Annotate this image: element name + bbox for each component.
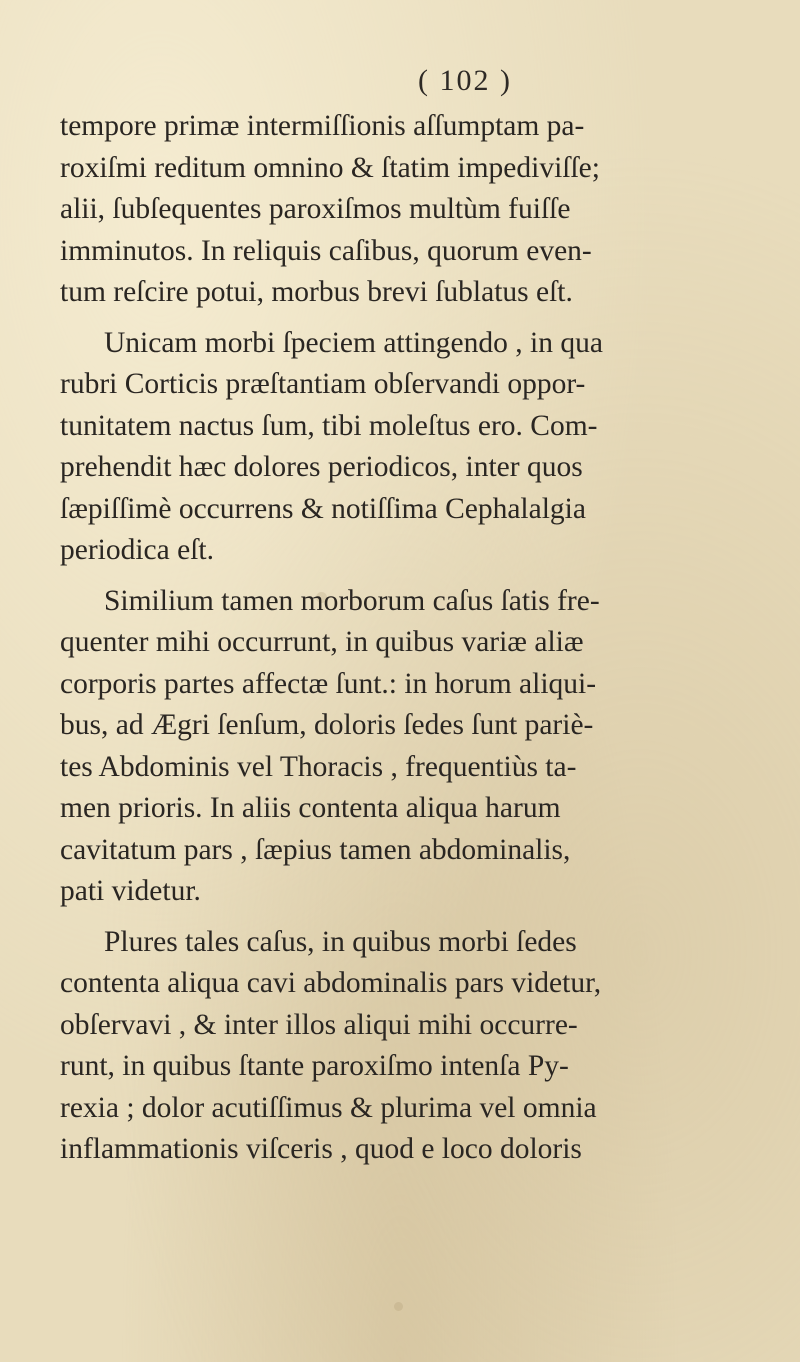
text-line: corporis partes affectæ ſunt.: in horum aliqui- — [60, 667, 597, 700]
text-line: inflammationis viſceris , quod e loco doloris — [60, 1133, 582, 1165]
text-line: men prioris. In aliis contenta aliqua harum — [60, 792, 561, 824]
page-number: ( 102 ) — [418, 64, 512, 97]
text-line: Similium tamen morborum caſus ſatis fre- — [104, 584, 600, 617]
paper-stain — [394, 1302, 403, 1311]
text-line: tum reſcire potui, morbus brevi ſublatus eſt. — [60, 276, 573, 308]
text-line: tes Abdominis vel Thoracis , frequentiùs ta- — [60, 750, 577, 783]
text-line: tempore primæ intermiſſionis aſſumptam pa- — [60, 110, 585, 142]
text-line: periodica eſt. — [60, 534, 214, 566]
paragraph-4 — [60, 922, 780, 1171]
text-line: runt, in quibus ſtante paroxiſmo intenſa Py- — [60, 1050, 569, 1082]
text-line: bus, ad Ægri ſenſum, doloris ſedes ſunt pariè- — [60, 709, 594, 741]
text-line: alii, ſubſequentes paroxiſmos multùm fuiſſe — [60, 193, 571, 225]
body-text — [60, 106, 780, 1180]
text-line: imminutos. In reliquis caſibus, quorum even- — [60, 234, 592, 267]
paragraph-2 — [60, 323, 780, 572]
text-line: rubri Corticis præſtantiam obſervandi oppor- — [60, 368, 586, 400]
text-line: cavitatum pars , ſæpius tamen abdominalis, — [60, 833, 571, 866]
text-line: Plures tales caſus, in quibus morbi ſedes — [104, 925, 577, 958]
text-line: pati videtur. — [60, 875, 201, 907]
text-line: rexia ; dolor acutiſſimus & plurima vel omnia — [60, 1091, 597, 1124]
text-line: contenta aliqua cavi abdominalis pars videtur, — [60, 967, 602, 999]
text-line: obſervavi , & inter illos aliqui mihi occurre- — [60, 1008, 578, 1041]
text-line: tunitatem nactus ſum, tibi moleſtus ero. Com- — [60, 409, 598, 442]
paragraph-1 — [60, 106, 780, 314]
text-line: Unicam morbi ſpeciem attingendo , in qua — [104, 326, 603, 359]
text-line: prehendit hæc dolores periodicos, inter quos — [60, 451, 583, 483]
text-line: roxiſmi reditum omnino & ſtatim impediviſſe; — [60, 151, 600, 184]
paragraph-3 — [60, 581, 780, 913]
text-line: quenter mihi occurrunt, in quibus variæ aliæ — [60, 626, 584, 658]
text-line: ſæpiſſimè occurrens & notiſſima Cephalalgia — [60, 492, 586, 525]
